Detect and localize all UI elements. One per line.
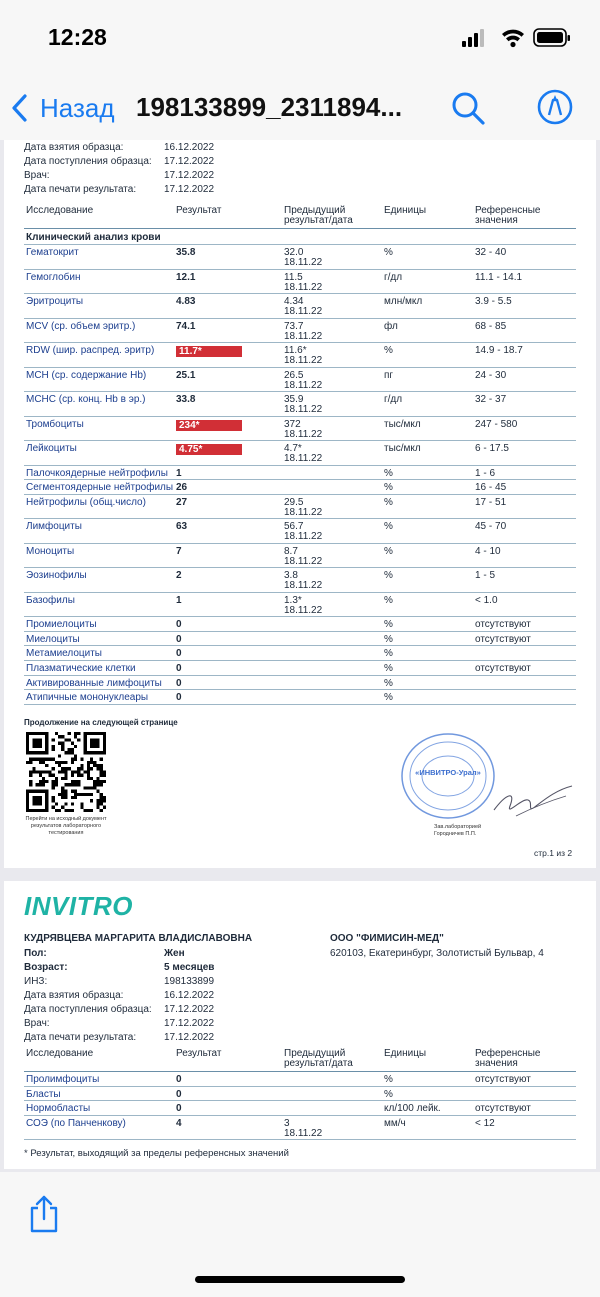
previous-result	[282, 1072, 382, 1087]
info-label: Врач:	[24, 1018, 50, 1029]
table-header	[24, 1049, 576, 1072]
patient-info	[24, 948, 274, 1048]
previous-value: 29.5	[284, 496, 304, 508]
result-row	[24, 660, 576, 675]
col-result: Результат	[174, 1049, 282, 1072]
result-value: 63	[174, 519, 282, 544]
result-value: 1	[174, 465, 282, 480]
result-value: 0	[174, 1072, 282, 1087]
previous-date: 18.11.22	[284, 330, 323, 342]
previous-date: 18.11.22	[284, 506, 323, 518]
units: пг	[382, 367, 473, 392]
col-result: Результат	[174, 206, 282, 229]
units: %	[382, 245, 473, 270]
reference-range: отсутствуют	[473, 631, 576, 646]
previous-date: 18.11.22	[284, 306, 323, 317]
previous-value: 35.9	[284, 394, 304, 405]
head-of-lab: Зав.лабораторией Городничев П.П.	[434, 824, 482, 837]
info-value: 17.12.2022	[164, 170, 215, 181]
reference-range: 24 - 30	[473, 367, 576, 392]
result-row	[24, 1086, 576, 1101]
reference-range: отсутствуют	[473, 1101, 576, 1116]
units: г/дл	[382, 392, 473, 417]
units: кл/100 лейк.	[382, 1101, 473, 1116]
result-value: 4.83	[174, 294, 282, 319]
section-title: Клинический анализ крови	[24, 229, 576, 245]
units: %	[382, 1086, 473, 1101]
result-row	[24, 543, 576, 568]
previous-date: 18.11.22	[284, 531, 323, 543]
previous-result	[282, 465, 382, 480]
result-row	[24, 480, 576, 495]
result-row	[24, 294, 576, 319]
result-value: 1	[174, 592, 282, 617]
previous-result	[282, 1086, 382, 1101]
previous-result	[282, 592, 382, 617]
test-name: Моноциты	[24, 543, 174, 568]
results-table-continued	[24, 1049, 576, 1140]
previous-date: 18.11.22	[284, 404, 323, 415]
previous-value: 1.3*	[284, 594, 302, 606]
units: %	[382, 494, 473, 519]
col-test: Исследование	[24, 1049, 174, 1072]
lab-stamp	[398, 730, 498, 822]
result-value: 12.1	[174, 269, 282, 294]
result-value: 0	[174, 1086, 282, 1101]
units: %	[382, 480, 473, 495]
bottom-toolbar	[0, 1172, 600, 1297]
result-value: 0	[174, 1101, 282, 1116]
test-name: Пролимфоциты	[24, 1072, 174, 1087]
previous-value: 73.7	[284, 320, 304, 332]
test-name: Активированные лимфоциты	[24, 675, 174, 690]
previous-value: 32.0	[284, 247, 304, 258]
test-name: Эритроциты	[24, 294, 174, 319]
info-value: 17.12.2022	[164, 1018, 215, 1029]
result-row	[24, 367, 576, 392]
chevron-left-icon	[10, 93, 28, 123]
table-header	[24, 206, 576, 229]
markup-pen-icon	[536, 88, 574, 126]
previous-date: 18.11.22	[284, 604, 323, 616]
result-value	[174, 343, 282, 368]
info-label: ИНЗ:	[24, 976, 48, 987]
units: тыс/мкл	[382, 416, 473, 441]
info-value: 17.12.2022	[164, 1004, 215, 1015]
units: %	[382, 568, 473, 593]
result-value: 26	[174, 480, 282, 495]
abnormal-result-badge: 11.7*	[176, 346, 242, 357]
reference-range: 45 - 70	[473, 519, 576, 544]
reference-range: отсутствуют	[473, 1072, 576, 1087]
result-row	[24, 1115, 576, 1140]
invitro-logo: INVITRO	[24, 891, 133, 921]
document-page-2	[4, 881, 596, 1169]
info-value: 5 месяцев	[164, 962, 215, 973]
share-icon	[28, 1194, 60, 1234]
test-name: Лейкоциты	[24, 441, 174, 466]
result-row	[24, 1072, 576, 1087]
previous-result	[282, 367, 382, 392]
organization-address: 620103, Екатеринбург, Золотистый Бульвар, 4	[330, 948, 544, 959]
info-value: 198133899	[164, 976, 215, 987]
page-number: стр.1 из 2	[534, 848, 573, 858]
info-label: Дата взятия образца:	[24, 142, 124, 153]
info-value: 17.12.2022	[164, 156, 215, 167]
info-label: Дата взятия образца:	[24, 990, 124, 1001]
reference-range: 6 - 17.5	[473, 441, 576, 466]
reference-range: 4 - 10	[473, 543, 576, 568]
previous-date: 18.11.22	[284, 281, 323, 293]
document-page-1	[4, 140, 596, 868]
result-row	[24, 465, 576, 480]
reference-range: 32 - 40	[473, 245, 576, 270]
previous-value: 372	[284, 418, 301, 430]
units: %	[382, 1072, 473, 1087]
continuation-note: Продолжение на следующей странице	[24, 718, 178, 727]
home-indicator	[195, 1276, 405, 1283]
units: фл	[382, 318, 473, 343]
test-name: Палочкоядерные нейтрофилы	[24, 465, 174, 480]
result-value: 0	[174, 660, 282, 675]
result-value: 4	[174, 1115, 282, 1140]
reference-range: 68 - 85	[473, 318, 576, 343]
share-button[interactable]	[28, 1194, 60, 1239]
qr-caption: Перейти на исходный документ результатов лабораторного тестирования	[25, 816, 107, 836]
footnote: * Результат, выходящий за пределы референсных значений	[24, 1148, 289, 1159]
result-value: 2	[174, 568, 282, 593]
result-value: 0	[174, 631, 282, 646]
status-icons	[462, 26, 572, 50]
reference-range: отсутствуют	[473, 617, 576, 632]
test-name: Метамиелоциты	[24, 646, 174, 661]
result-row	[24, 343, 576, 368]
reference-range: 32 - 37	[473, 392, 576, 417]
previous-result	[282, 1101, 382, 1116]
units: %	[382, 675, 473, 690]
previous-result	[282, 343, 382, 368]
result-row	[24, 592, 576, 617]
qr-code[interactable]	[26, 732, 106, 812]
reference-range: 14.9 - 18.7	[473, 343, 576, 368]
test-name: СОЭ (по Панченкову)	[24, 1115, 174, 1140]
previous-result	[282, 392, 382, 417]
abnormal-result-badge: 234*	[176, 420, 242, 431]
result-value: 0	[174, 675, 282, 690]
test-name: Нейтрофилы (общ.число)	[24, 494, 174, 519]
col-reference: Референсные значения	[473, 206, 576, 229]
col-test: Исследование	[24, 206, 174, 229]
search-button[interactable]	[450, 90, 486, 131]
result-row	[24, 441, 576, 466]
search-icon	[450, 90, 486, 126]
result-row	[24, 675, 576, 690]
section-row	[24, 229, 576, 245]
previous-value: 3	[284, 1117, 290, 1129]
result-row	[24, 519, 576, 544]
info-label: Пол:	[24, 948, 47, 959]
info-value: Жен	[164, 948, 185, 959]
result-value: 0	[174, 690, 282, 705]
info-label: Дата поступления образца:	[24, 1004, 152, 1015]
result-value: 33.8	[174, 392, 282, 417]
test-name: Гематокрит	[24, 245, 174, 270]
previous-value: 26.5	[284, 369, 304, 381]
units: млн/мкл	[382, 294, 473, 319]
result-value: 7	[174, 543, 282, 568]
info-label: Дата поступления образца:	[24, 156, 152, 167]
result-value	[174, 441, 282, 466]
result-row	[24, 617, 576, 632]
reference-range	[473, 690, 576, 705]
wifi-icon	[502, 30, 524, 47]
navigation-bar	[0, 78, 600, 140]
units: %	[382, 646, 473, 661]
previous-date: 18.11.22	[284, 1127, 323, 1139]
previous-date: 18.11.22	[284, 428, 323, 440]
result-value: 0	[174, 646, 282, 661]
result-value: 0	[174, 617, 282, 632]
cellular-signal-icon	[462, 29, 484, 47]
results-table	[24, 206, 576, 705]
previous-result	[282, 269, 382, 294]
test-name: Лимфоциты	[24, 519, 174, 544]
svg-text:«ИНВИТРО-Урал»: «ИНВИТРО-Урал»	[415, 768, 481, 777]
test-name: Промиелоциты	[24, 617, 174, 632]
previous-result	[282, 690, 382, 705]
previous-result	[282, 416, 382, 441]
previous-result	[282, 494, 382, 519]
previous-result	[282, 245, 382, 270]
units: г/дл	[382, 269, 473, 294]
test-name: Миелоциты	[24, 631, 174, 646]
reference-range: 11.1 - 14.1	[473, 269, 576, 294]
previous-value: 4.7*	[284, 443, 302, 454]
reference-range	[473, 675, 576, 690]
info-label: Дата печати результата:	[24, 1032, 137, 1043]
status-bar	[0, 0, 600, 78]
units: %	[382, 617, 473, 632]
info-label: Возраст:	[24, 962, 68, 973]
result-value: 27	[174, 494, 282, 519]
previous-result	[282, 480, 382, 495]
units: %	[382, 465, 473, 480]
test-name: Бласты	[24, 1086, 174, 1101]
previous-result	[282, 543, 382, 568]
previous-value: 4.34	[284, 296, 304, 307]
previous-date: 18.11.22	[284, 355, 323, 366]
reference-range	[473, 1086, 576, 1101]
previous-result	[282, 631, 382, 646]
reference-range: < 12	[473, 1115, 576, 1140]
reference-range: 1 - 6	[473, 465, 576, 480]
units: тыс/мкл	[382, 441, 473, 466]
result-row	[24, 318, 576, 343]
reference-range: 1 - 5	[473, 568, 576, 593]
units: %	[382, 690, 473, 705]
markup-button[interactable]	[536, 88, 574, 131]
result-value: 25.1	[174, 367, 282, 392]
info-value: 16.12.2022	[164, 142, 215, 153]
abnormal-result-badge: 4.75*	[176, 444, 242, 455]
sample-info	[24, 142, 274, 198]
col-units: Единицы	[382, 206, 473, 229]
previous-date: 18.11.22	[284, 453, 323, 464]
col-previous: Предыдущий результат/дата	[282, 206, 382, 229]
previous-result	[282, 294, 382, 319]
units: мм/ч	[382, 1115, 473, 1140]
col-reference: Референсные значения	[473, 1049, 576, 1072]
units: %	[382, 343, 473, 368]
previous-result	[282, 1115, 382, 1140]
test-name: Плазматические клетки	[24, 660, 174, 675]
previous-result	[282, 617, 382, 632]
test-name: Базофилы	[24, 592, 174, 617]
info-label: Врач:	[24, 170, 50, 181]
previous-result	[282, 441, 382, 466]
previous-result	[282, 646, 382, 661]
reference-range: 247 - 580	[473, 416, 576, 441]
units: %	[382, 592, 473, 617]
previous-result	[282, 568, 382, 593]
previous-result	[282, 675, 382, 690]
previous-date: 18.11.22	[284, 257, 323, 268]
organization-name: ООО "ФИМИСИН-МЕД"	[330, 933, 444, 944]
test-name: Атипичные мононуклеары	[24, 690, 174, 705]
test-name: RDW (шир. распред. эритр)	[24, 343, 174, 368]
test-name: Нормобласты	[24, 1101, 174, 1116]
result-row	[24, 416, 576, 441]
result-row	[24, 269, 576, 294]
reference-range: < 1.0	[473, 592, 576, 617]
result-row	[24, 631, 576, 646]
units: %	[382, 660, 473, 675]
test-name: MCV (ср. объем эритр.)	[24, 318, 174, 343]
clock: 12:28	[48, 24, 107, 50]
reference-range: отсутствуют	[473, 660, 576, 675]
back-label: Назад	[40, 92, 115, 123]
patient-name: КУДРЯВЦЕВА МАРГАРИТА ВЛАДИСЛАВОВНА	[24, 933, 253, 944]
previous-value: 3.8	[284, 570, 298, 582]
info-value: 16.12.2022	[164, 990, 215, 1001]
col-previous: Предыдущий результат/дата	[282, 1049, 382, 1072]
test-name: Гемоглобин	[24, 269, 174, 294]
signature	[486, 780, 576, 824]
units: %	[382, 519, 473, 544]
result-row	[24, 392, 576, 417]
result-row	[24, 690, 576, 705]
previous-date: 18.11.22	[284, 580, 323, 592]
test-name: Сегментоядерные нейтрофилы	[24, 480, 174, 495]
result-row	[24, 494, 576, 519]
result-value: 35.8	[174, 245, 282, 270]
result-row	[24, 245, 576, 270]
result-row	[24, 1101, 576, 1116]
info-value: 17.12.2022	[164, 184, 215, 195]
previous-value: 8.7	[284, 545, 298, 557]
battery-icon	[534, 29, 570, 46]
reference-range: 17 - 51	[473, 494, 576, 519]
test-name: Эозинофилы	[24, 568, 174, 593]
result-row	[24, 646, 576, 661]
test-name: Тромбоциты	[24, 416, 174, 441]
info-label: Дата печати результата:	[24, 184, 137, 195]
test-name: MCHC (ср. конц. Hb в эр.)	[24, 392, 174, 417]
organization	[330, 933, 544, 959]
document-title: 198133899_2311894...	[136, 92, 403, 122]
units: %	[382, 543, 473, 568]
back-button[interactable]	[10, 88, 115, 128]
reference-range: 16 - 45	[473, 480, 576, 495]
previous-value: 11.6*	[284, 345, 307, 356]
reference-range: 3.9 - 5.5	[473, 294, 576, 319]
reference-range	[473, 646, 576, 661]
previous-result	[282, 318, 382, 343]
previous-value: 11.5	[284, 271, 303, 283]
result-value: 74.1	[174, 318, 282, 343]
previous-date: 18.11.22	[284, 555, 323, 567]
info-value: 17.12.2022	[164, 1032, 215, 1043]
units: %	[382, 631, 473, 646]
test-name: MCH (ср. содержание Hb)	[24, 367, 174, 392]
previous-value: 56.7	[284, 521, 304, 533]
result-value	[174, 416, 282, 441]
previous-date: 18.11.22	[284, 379, 323, 391]
previous-result	[282, 660, 382, 675]
col-units: Единицы	[382, 1049, 473, 1072]
previous-result	[282, 519, 382, 544]
result-row	[24, 568, 576, 593]
